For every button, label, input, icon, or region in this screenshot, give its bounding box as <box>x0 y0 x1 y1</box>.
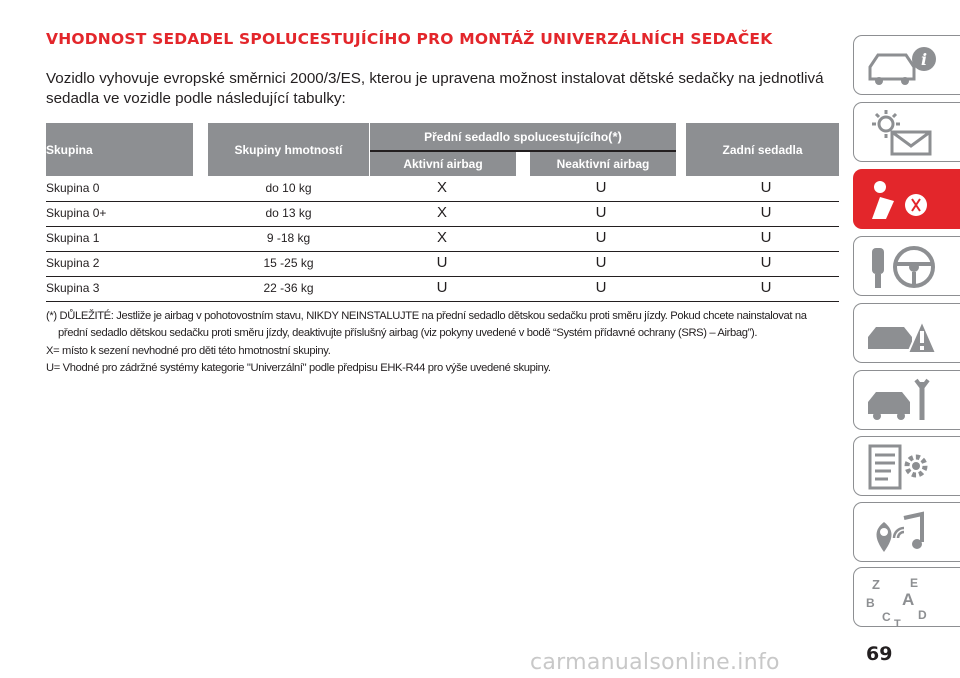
key-steering-wheel-icon <box>864 242 940 292</box>
cell-group: Skupina 2 <box>46 256 100 270</box>
header-airbag-active: Aktivní airbag <box>370 152 516 176</box>
cell-rear: U <box>760 229 772 246</box>
cell-weight: do 13 kg <box>265 206 312 220</box>
header-front-seat-title <box>370 123 676 150</box>
cell-rear: U <box>760 254 772 271</box>
alphabetical-index-icon <box>864 573 940 629</box>
multimedia-icon <box>864 508 940 558</box>
cell-group: Skupina 0+ <box>46 206 107 220</box>
chapter-tab-warning-lights[interactable] <box>853 102 960 162</box>
page-number: 69 <box>866 643 893 665</box>
chapter-tab-multimedia[interactable] <box>853 502 960 562</box>
svg-text:i: i <box>920 50 928 69</box>
chapter-tab-car-info[interactable] <box>853 35 960 95</box>
cell-airbag-active: X <box>436 229 447 246</box>
chapter-tab-starting-driving[interactable] <box>853 236 960 296</box>
cell-airbag-inactive: U <box>595 204 607 221</box>
cell-group: Skupina 0 <box>46 181 100 195</box>
table-row <box>46 177 839 202</box>
table-row <box>46 202 839 227</box>
footnote-important-line1: (*) DŮLEŽITÉ: Jestliže je airbag v pohotovostním stavu, NIKDY NEINSTALUJTE na přední sedadlo dětskou sedačku proti směru jízdy. Pokud chcete nainstalovat na <box>46 310 807 322</box>
header-front-footnote-mark: (*) <box>608 129 622 144</box>
airbag-seat-icon <box>864 175 940 225</box>
watermark: carmanualsonline.info <box>530 650 780 675</box>
footnote-u: U= Vhodné pro zádržné systémy kategorie "Univerzální" podle předpisu EHK-R44 pro výše uvedené skupiny. <box>46 362 551 374</box>
footnote-important <box>46 308 839 342</box>
header-rear-seats-label: Zadní sedadla <box>722 142 803 157</box>
index-letter: B <box>866 596 875 610</box>
chapter-tab-safety[interactable] <box>853 169 960 229</box>
warning-lights-icon <box>864 108 940 158</box>
cell-weight: 9 -18 kg <box>266 231 311 245</box>
header-group <box>46 123 193 176</box>
cell-airbag-inactive: U <box>595 179 607 196</box>
header-airbag-inactive: Neaktivní airbag <box>530 152 676 176</box>
intro-paragraph: Vozidlo vyhovuje evropské směrnici 2000/3/ES, kterou je upravena možnost instalovat dětské sedačky na jednotlivá sedadla ve vozidle podle následující tabulky: <box>46 70 824 107</box>
header-group-label: Skupina <box>46 142 93 157</box>
cell-weight: 15 -25 kg <box>263 256 314 270</box>
car-maintenance-icon <box>864 376 940 426</box>
header-rear-seats <box>686 123 839 176</box>
header-front-seat <box>370 123 676 176</box>
cell-group: Skupina 3 <box>46 281 100 295</box>
header-weight <box>208 123 369 176</box>
index-letter: C <box>882 610 891 624</box>
cell-weight: 22 -36 kg <box>263 281 314 295</box>
cell-airbag-inactive: U <box>595 229 607 246</box>
index-letter: Z <box>872 577 880 592</box>
chapter-tab-index[interactable] <box>853 567 960 627</box>
cell-airbag-active: U <box>436 254 448 271</box>
chapter-tab-emergency[interactable] <box>853 303 960 363</box>
page-title: VHODNOST SEDADEL SPOLUCESTUJÍCÍHO PRO MONTÁŽ UNIVERZÁLNÍCH SEDAČEK <box>46 30 773 48</box>
table-row <box>46 252 839 277</box>
table-row <box>46 227 839 252</box>
footnote-important-line2: přední sedadlo dětskou sedačku proti směru jízdy, deaktivujte příslušný airbag (viz pokyny uvedené v bodě “Systém přídavné ochrany (SRS) – Airbag”). <box>58 327 758 339</box>
header-front-seat-label: Přední sedadlo spolucestujícího <box>424 129 609 144</box>
table-row <box>46 277 839 302</box>
chapter-tab-maintenance[interactable] <box>853 370 960 430</box>
cell-airbag-active: X <box>436 204 447 221</box>
car-info-icon <box>864 41 940 91</box>
cell-airbag-active: X <box>436 179 447 196</box>
index-letter: E <box>910 576 919 590</box>
cell-weight: do 10 kg <box>265 181 312 195</box>
index-letter: D <box>918 608 927 622</box>
cell-rear: U <box>760 279 772 296</box>
cell-rear: U <box>760 204 772 221</box>
cell-airbag-inactive: U <box>595 279 607 296</box>
cell-airbag-inactive: U <box>595 254 607 271</box>
cell-rear: U <box>760 179 772 196</box>
cell-airbag-active: U <box>436 279 448 296</box>
footnote-x: X= místo k sezení nevhodné pro děti této hmotnostní skupiny. <box>46 345 331 357</box>
index-letter: A <box>902 590 915 609</box>
header-weight-label: Skupiny hmotností <box>234 142 343 157</box>
specifications-gear-icon <box>864 442 940 492</box>
car-emergency-icon <box>864 309 940 359</box>
index-letter: T <box>894 618 901 629</box>
cell-group: Skupina 1 <box>46 231 100 245</box>
chapter-tab-specifications[interactable] <box>853 436 960 496</box>
